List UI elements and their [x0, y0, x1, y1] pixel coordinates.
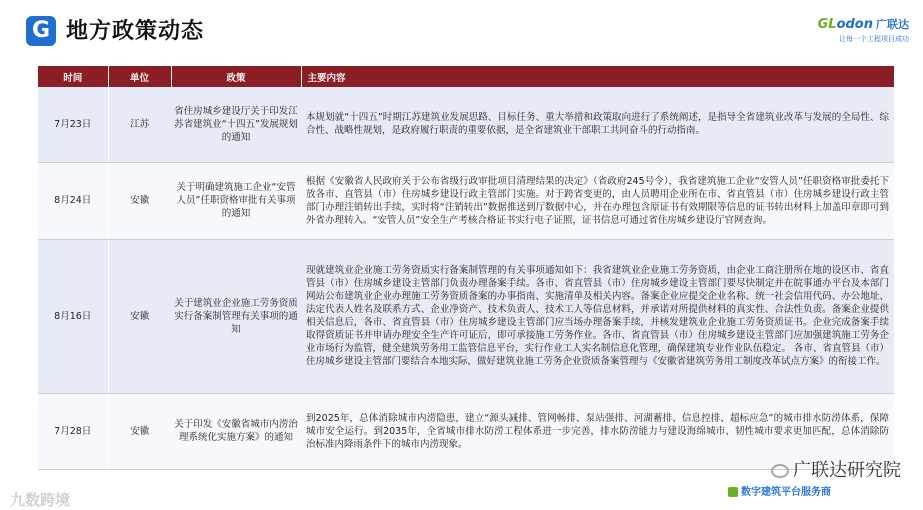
- policy-table: [38, 66, 894, 470]
- wechat-icon: [771, 464, 789, 478]
- table-header-row: [38, 66, 894, 87]
- table-row: [38, 239, 894, 393]
- col-header-content: 主要内容: [301, 66, 894, 87]
- brand-name-suffix: odon: [836, 17, 873, 32]
- platform-icon: [728, 487, 738, 497]
- col-header-date: 时间: [38, 66, 108, 87]
- brand-name-prefix: GL: [817, 17, 837, 32]
- page-header: [0, 0, 923, 62]
- row-policy: 关于建筑业企业施工劳务资质实行备案制管理有关事项的通知: [171, 239, 301, 393]
- row-date: 7月28日: [38, 393, 108, 469]
- row-policy: 省住房城乡建设厅关于印发江苏省建筑业“十四五”发展规划的通知: [171, 87, 301, 162]
- row-content: 本规划就“十四五”时期江苏建筑业发展思路、目标任务、重大举措和政策取向进行了系统阐述，是指导全省建筑业改革与发展的全局性、综合性、战略性规划，是政府履行职责的重要依据，是全省建筑业干部职工共同奋斗的行动指南。: [301, 87, 894, 162]
- row-policy: 关于印发《安徽省城市内涝治理系统化实施方案》的通知: [171, 393, 301, 469]
- brand-logo: [818, 16, 909, 44]
- watermark-right-text: 广联达研究院: [793, 460, 901, 481]
- row-policy: 关于明确建筑施工企业“安管人员”任职资格审批有关事项的通知: [171, 162, 301, 239]
- row-unit: 江苏: [108, 87, 171, 162]
- table-row: [38, 87, 894, 162]
- row-date: 7月23日: [38, 87, 108, 162]
- brand-slogan: 让每一个工程项目成功: [839, 35, 909, 43]
- row-unit: 安徽: [108, 162, 171, 239]
- col-header-policy: 政策: [171, 66, 301, 87]
- wechat-watermark: [771, 456, 901, 482]
- table-row: [38, 162, 894, 239]
- table-row: [38, 393, 894, 469]
- footer-slogan: [728, 483, 831, 498]
- row-content: 根据《安徽省人民政府关于公布省级行政审批项目清理结果的决定》（省政府245号令），我省建筑施工企业“安管人员”任职资格审批委托下放各市、直管县（市）住房城乡建设行政主管部门实施。对于跨省变更的，由人员聘用企业所在市、省直管县（市）住房城乡建设行政主管部门办理注销转出手续，实时将“注销转出”数据推送到厅数据中心，并在办理包含原证书有效期限等信息的证书转出材料上加盖印章即可到外省办理转入。“安管人员”安全生产考核合格证书实行电子证照，证书信息可通过省住房城乡建设厅官网查询。: [301, 162, 894, 239]
- row-unit: 安徽: [108, 393, 171, 469]
- glodon-logo-icon: G: [26, 16, 56, 46]
- page-title: 地方政策动态: [66, 19, 205, 44]
- brand-name: [818, 16, 909, 32]
- row-date: 8月16日: [38, 239, 108, 393]
- row-unit: 安徽: [108, 239, 171, 393]
- row-content: 现就建筑业企业施工劳务资质实行备案制管理的有关事项通知如下：我省建筑业企业施工劳务资质，由企业工商注册所在地的设区市、省直管县（市）住房城乡建设主管部门负责办理备案手续。各市、省直管县（市）住房城乡建设主管部门要尽快制定并在皖事通办平台及本部门网站公布建筑业企业办理施工劳务资质备案的办事指南、实施清单及相关内容。备案企业应提交企业名称、统一社会信用代码、办公地址、法定代表人姓名及联系方式、企业净资产、技术负责人、技术工人等信息材料，并承诺对所提供材料的真实性、合法性负责。备案企业提供相关信息后，各市、省直管县（市）住房城乡建设主管部门应当场办理备案手续，并核发建筑业企业施工劳务资质证书。企业完成备案手续取得资质证书并申请办理安全生产许可证后，即可承接施工劳务作业。各市、省直管县（市）住房城乡建设主管部门应加强建筑施工劳务企业市场行为监管，健全建筑劳务用工监管信息平台，实行作业工人实名制信息化管理，确保建筑专业作业队伍稳定。 各市、省直管县（市）住房城乡建设主管部门要结合本地实际，做好建筑业施工劳务企业资质备案管理与《安徽省建筑劳务用工制度改革试点方案》的衔接工作。: [301, 239, 894, 393]
- col-header-unit: 单位: [108, 66, 171, 87]
- footer-slogan-text: 数字建筑平台服务商: [741, 487, 831, 498]
- watermark-left: 九数跨境: [10, 491, 71, 509]
- row-date: 8月24日: [38, 162, 108, 239]
- row-content: 到2025年，总体消除城市内涝隐患，建立“源头减排、管网畅排、泵站强排、河湖蓄排、信息控排、超标应急”的城市排水防涝体系，保障城市安全运行。到2035年，全省城市排水防涝工程体系进一步完善，排水防涝能力与建设海绵城市、韧性城市要求更加匹配，总体消除防治标准内降雨条件下的城市内涝现象。: [301, 393, 894, 469]
- brand-cn: 广联达: [876, 18, 909, 31]
